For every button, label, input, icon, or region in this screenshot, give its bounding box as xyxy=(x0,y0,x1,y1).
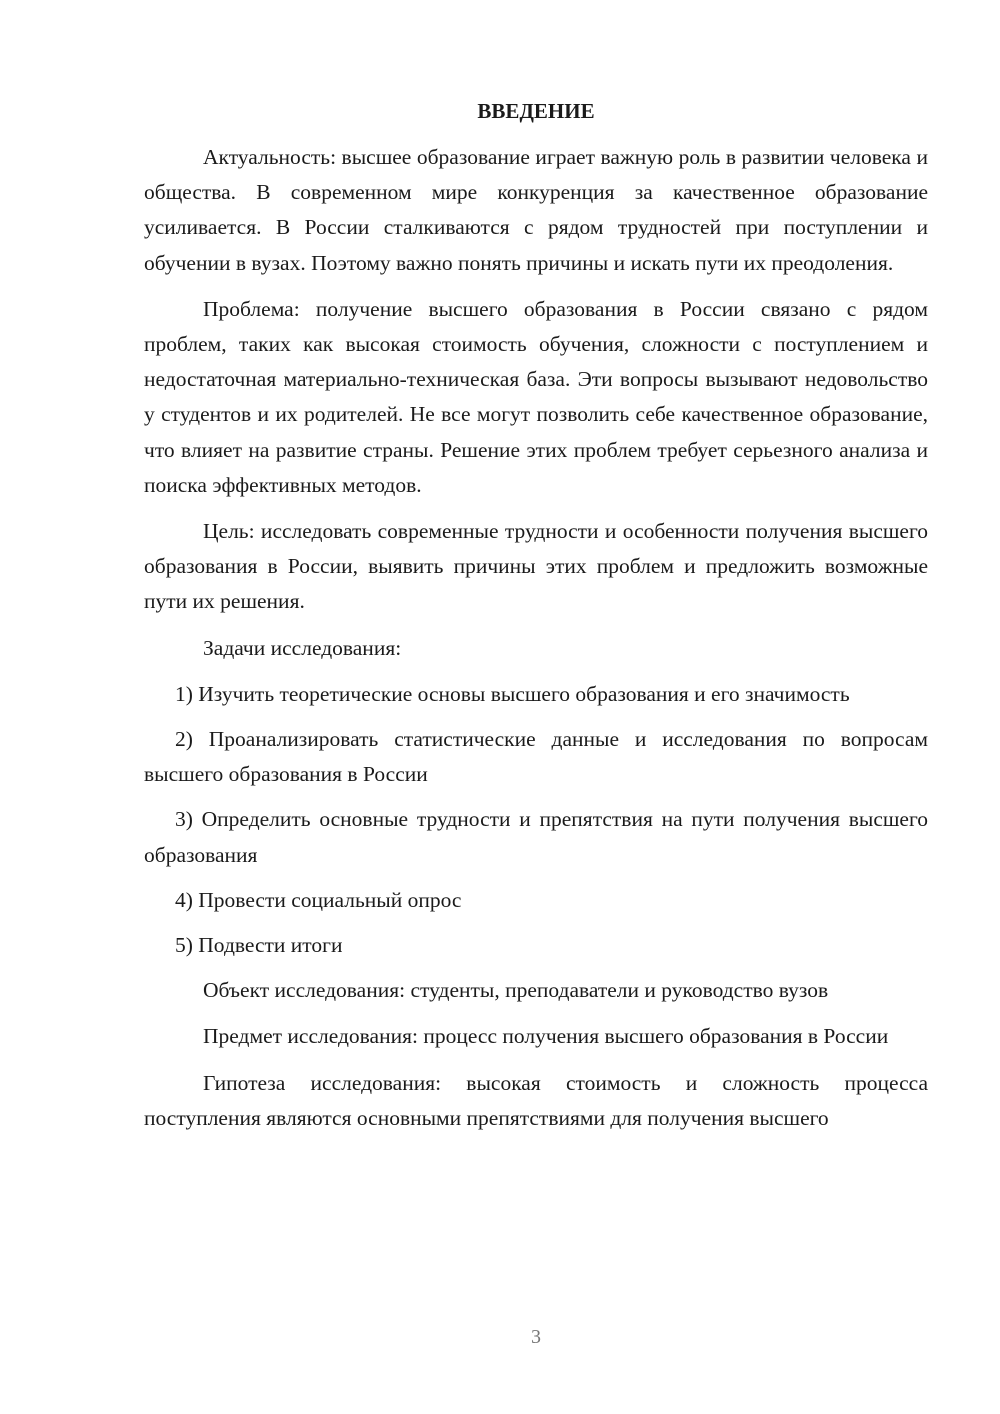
page-content xyxy=(144,94,928,1147)
paragraph-tasks-heading: Задачи исследования: xyxy=(203,635,402,660)
task-item: 4) Провести социальный опрос xyxy=(175,887,462,912)
section-title: ВВЕДЕНИЕ xyxy=(477,99,595,123)
paragraph-subject: Предмет исследования: процесс получения высшего образования в России xyxy=(203,1024,889,1049)
paragraph-goal: Цель: исследовать современные трудности и особенности получения высшего образования в России, выявить причины этих проблем и предложить возможные пути их решения. xyxy=(144,519,928,614)
task-item: 5) Подвести итоги xyxy=(175,933,343,958)
task-item: 2) Проанализировать статистические данные и исследования по вопросам высшего образования в России xyxy=(144,727,928,787)
paragraph-relevance: Актуальность: высшее образование играет важную роль в развитии человека и общества. В современном мире конкуренция за качественное образование усиливается. В России сталкиваются с рядом трудностей при поступлении и обучении в вузах. Поэтому важно понять причины и искать пути их преодоления. xyxy=(144,145,928,275)
task-item: 1) Изучить теоретические основы высшего образования и его значимость xyxy=(175,681,850,706)
task-item: 3) Определить основные трудности и препятствия на пути получения высшего образования xyxy=(144,807,928,867)
page-number: 3 xyxy=(531,1326,541,1348)
paragraph-object: Объект исследования: студенты, преподаватели и руководство вузов xyxy=(203,978,829,1003)
paragraph-hypothesis: Гипотеза исследования: высокая стоимость и сложность процесса поступления являются основными препятствиями для получения высшего xyxy=(144,1070,928,1130)
paragraph-problem: Проблема: получение высшего образования в России связано с рядом проблем, таких как высокая стоимость обучения, сложности с поступлением и недостаточная материально-техническая база. Эти вопросы вызывают недовольство у студентов и их родителей. Не все могут позволить себе качественное образование, что влияет на развитие страны. Решение этих проблем требует серьезного анализа и поиска эффективных методов. xyxy=(144,296,928,497)
